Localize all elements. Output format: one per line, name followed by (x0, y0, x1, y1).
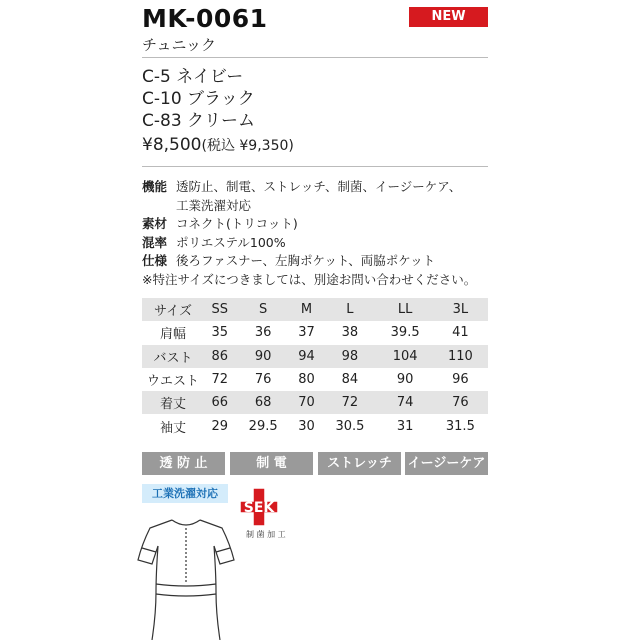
table-cell: 38 (341, 325, 359, 341)
spec-value: 透防止、制電、ストレッチ、制菌、イージーケア、 (176, 179, 462, 194)
table-header-cell: SS (211, 302, 229, 318)
feature-badge: 制 電 (230, 452, 313, 475)
table-row (142, 414, 488, 437)
table-header-cell: 3L (452, 302, 469, 318)
table-cell: 30.5 (335, 418, 365, 434)
table-cell: 84 (341, 372, 359, 388)
table-cell: 76 (254, 372, 272, 388)
table-row (142, 321, 488, 344)
table-cell: 74 (396, 395, 414, 411)
spec-row (142, 178, 492, 197)
product-category: チュニック (142, 36, 216, 54)
table-header-cell: サイズ (154, 304, 192, 320)
table-cell: 着丈 (159, 397, 186, 413)
divider-middle (142, 166, 488, 167)
spec-row (142, 234, 492, 253)
table-cell: 104 (392, 348, 418, 364)
table-cell: 98 (341, 348, 359, 364)
spec-key: 素材 (142, 216, 168, 231)
table-cell: 37 (298, 325, 315, 341)
table-header-row (142, 298, 488, 321)
color-list (142, 66, 255, 132)
table-cell: バスト (153, 350, 193, 366)
color-option: C-5 ネイビー (142, 67, 244, 87)
table-header-cell: S (259, 302, 268, 318)
table-cell: 72 (211, 372, 229, 388)
table-header-cell: M (300, 302, 313, 318)
spec-value: コネクト(トリコット) (176, 216, 298, 231)
price-value: ¥8,500 (142, 135, 202, 155)
spec-key: 仕様 (142, 253, 168, 268)
color-option: C-10 ブラック (142, 89, 255, 109)
feature-badge: ストレッチ (318, 452, 401, 475)
spec-key: 混率 (142, 234, 168, 250)
table-cell: 36 (254, 325, 272, 341)
color-option: C-83 クリーム (142, 111, 256, 131)
table-cell: 94 (298, 348, 315, 364)
sek-label: SEK (243, 500, 275, 516)
table-row (142, 345, 488, 368)
spec-key (142, 197, 176, 216)
divider-top (142, 57, 488, 58)
feature-badge: 透 防 止 (142, 452, 225, 475)
spec-list (142, 178, 492, 289)
table-row (142, 391, 488, 414)
table-cell: 90 (396, 372, 414, 388)
table-cell: 96 (452, 372, 469, 388)
spec-key: 機能 (142, 179, 168, 194)
table-cell: 肩幅 (159, 327, 186, 343)
table-cell: 39.5 (390, 325, 420, 341)
tunic-illustration (132, 514, 240, 640)
table-cell: 68 (254, 395, 272, 411)
table-cell: 31.5 (445, 418, 475, 434)
spec-row (142, 197, 492, 216)
table-cell: 90 (254, 348, 272, 364)
model-number: MK-0061 (142, 4, 268, 33)
special-size-note: ※特注サイズにつきましては、別途お問い合わせください。 (142, 271, 477, 287)
table-header-cell: LL (397, 302, 413, 318)
spec-row (142, 252, 492, 271)
table-header-cell: L (346, 302, 354, 318)
spec-value: ポリエステル100% (176, 234, 286, 250)
table-cell: 86 (211, 348, 229, 364)
table-cell: 35 (211, 325, 229, 341)
table-row (142, 368, 488, 391)
table-cell: 66 (211, 395, 229, 411)
spec-value: 後ろファスナー、左胸ポケット、両脇ポケット (176, 253, 436, 268)
sek-antibacterial-logo (238, 486, 280, 528)
table-cell: 袖丈 (159, 420, 186, 436)
table-cell: 80 (298, 372, 315, 388)
industrial-wash-badge: 工業洗濯対応 (142, 484, 228, 503)
size-table (142, 298, 488, 438)
table-cell: 76 (452, 395, 469, 411)
table-cell: 31 (396, 418, 414, 434)
price (142, 135, 294, 155)
new-badge: NEW (409, 7, 488, 27)
spec-value: 工業洗濯対応 (176, 197, 252, 213)
table-cell: 70 (298, 395, 315, 411)
table-cell: 29.5 (248, 418, 278, 434)
table-cell: 110 (447, 348, 473, 364)
sek-caption: 制 菌 加 工 (246, 530, 286, 539)
spec-row (142, 215, 492, 234)
table-cell: ウエスト (146, 374, 199, 390)
table-cell: 30 (298, 418, 315, 434)
price-tax: (税込 ¥9,350) (201, 138, 294, 154)
table-cell: 72 (341, 395, 359, 411)
table-cell: 41 (452, 325, 469, 341)
feature-badge: イージーケア (405, 452, 488, 475)
table-cell: 29 (211, 418, 229, 434)
